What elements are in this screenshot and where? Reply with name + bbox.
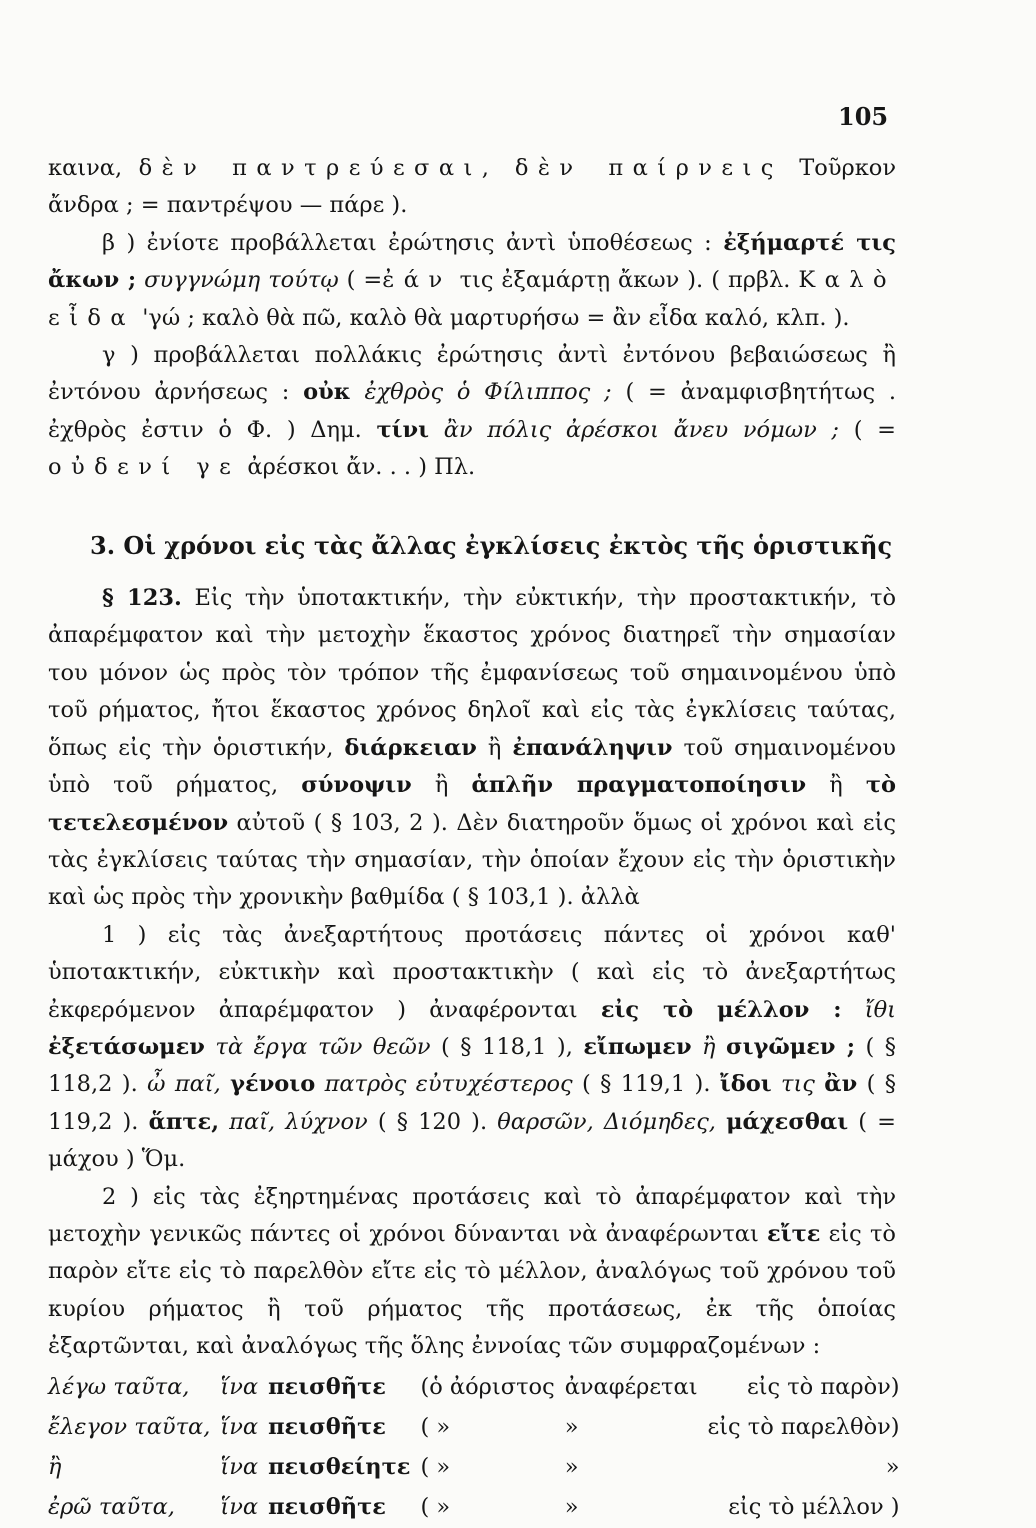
bold-text: εἴτε [767,1220,821,1247]
paragraph-item-1 [48,917,896,1179]
bold-text: εἴπωμεν [583,1033,692,1060]
text-span: τις ἐξαμάρτῃ ἄκων ). ( πρβλ. [459,267,791,294]
text-span: ἀρέσκοι ἄν. . . ) Πλ. [247,454,476,481]
bold-text: εἰς τὸ μέλλον : [600,996,842,1023]
text-span: αὐτοῦ ( § 103, 2 ). Δὲν διατηροῦν ὅμως οἱ χρόνοι καὶ εἰς τὰς ἐγκλίσεις ταύτας τὴν σημασίαν, τὴν ὁποίαν ἔχουν εἰς τὴν ὁριστικὴν καὶ ὡς πρὸς τὴν χρονικὴν βαθμίδα ( § 103,1 ). ἀλλὰ [48,809,896,911]
paragraph-beta [48,225,896,337]
example-note: ( » [420,1413,451,1440]
italic-text: τις [781,1071,815,1098]
example-conjunction-cell [220,1448,268,1488]
text-span: ( = [853,416,897,443]
example-row [48,1368,910,1408]
bold-text: τίνι [376,416,430,443]
example-note-cell [565,1488,708,1528]
example-form-cell [268,1368,420,1408]
italic-text: τὰ ἔργα τῶν θεῶν [215,1033,431,1060]
example-row [48,1488,910,1528]
paragraph-continuation [48,150,896,225]
text-span: = παντρέψου — πάρε ). [140,192,408,219]
bold-text: ἅπτε, [148,1108,220,1135]
text-span: ἢ [487,734,502,761]
spaced-text: οὐδενί γε [48,454,241,481]
text-span: Τοῦρκον ἄνδρα ; [48,155,897,219]
bold-text: οὐκ [303,379,351,406]
text-span: ( § 119,1 ). [581,1071,711,1098]
text-span: καινα, [48,155,123,181]
example-note-cell [708,1448,910,1488]
example-conjunction-cell [220,1408,268,1448]
example-conjunction-cell [220,1488,268,1528]
examples-body [48,1368,910,1528]
paragraph-gamma [48,337,896,487]
italic-text: συγγνώμη τούτῳ [144,267,339,294]
example-note-cell [565,1408,708,1448]
example-note-cell [420,1368,564,1408]
text-span: τοῦ σημαινομένου ὑπὸ τοῦ ρήματος, [48,734,896,799]
example-row [48,1448,910,1488]
example-form: πεισθῆτε [268,1413,386,1440]
text-span: ( = [346,267,383,294]
example-verb-cell [48,1408,220,1448]
bold-text: ἐπανάληψιν [512,734,673,761]
example-form: πεισθῆτε [268,1373,386,1400]
example-form-cell [268,1488,420,1528]
text-span: ( § 119,2 ). [48,1071,896,1135]
example-verb: λέγω [48,1373,107,1400]
paragraph-item-2 [48,1179,896,1366]
text-span: Εἰς τὴν ὑποτακτικήν, τὴν εὐκτικήν, τὴν προστακτικήν, τὸ ἀπαρέμφατον καὶ τὴν μετοχὴν ἕκαστος χρόνος διατηρεῖ τὴν σημασίαν του μόνον ὡς πρὸς τὸν τρόπον τῆς ἐμφανίσεως τοῦ σημαινομένου ὑπὸ τοῦ ρήματος, ἤτοι ἕκαστος χρόνος δηλοῖ καὶ εἰς τὰς ἐγκλίσεις ταύτας, ὅπως εἰς τὴν ὁριστικήν, [48,585,897,761]
bold-text: τὸ τετελεσμένον [48,772,897,836]
bold-text: μάχεσθαι [726,1108,849,1135]
text-span: ( § 118,1 ), [441,1033,573,1060]
example-form-cell [268,1448,420,1488]
example-conjunction-cell [220,1368,268,1408]
example-note-cell [565,1368,708,1408]
text-span: 'γώ ; καλὸ θὰ πῶ, καλὸ θὰ μαρτυρήσω = ἂν εἶδα καλό, κλπ. ). [142,304,850,331]
example-object: ταῦτα, [113,1373,190,1400]
example-note: ( » [420,1453,451,1480]
example-conjunction: ἵνα [220,1373,259,1400]
example-note: » [564,1453,579,1480]
page-body [48,150,900,1528]
example-note-cell [420,1408,564,1448]
spaced-text: Καλὸ εἶδα [48,267,896,331]
text-span: ( § 118,2 ). [48,1033,896,1098]
italic-text: ἐχθρὸς ὁ Φίλιππος ; [364,379,612,406]
page-number: 105 [838,102,889,131]
text-span: γ ) προβάλλεται πολλάκις ἐρώτησις ἀντὶ ἐντόνου βεβαιώσεως ἢ ἐντόνου ἀρνήσεως : [48,342,896,406]
example-note-cell [708,1368,910,1408]
text-span: ἢ [434,772,449,799]
italic-text: ἂν πόλις ἀρέσκοι ἄνευ νόμων ; [443,416,840,443]
text-span: ( = μάχου ) Ὅμ. [48,1108,897,1173]
text-span: ( § 120 ). [377,1108,488,1135]
examples-table [48,1368,910,1528]
example-note-cell [708,1408,910,1448]
text-span: 1 ) εἰς τὰς ἀνεξαρτήτους προτάσεις πάντες οἱ χρόνοι καθ' ὑποτακτικήν, εὐκτικὴν καὶ προστακτικὴν ( καὶ εἰς τὸ ἀνεξαρτήτως ἐκφερόμενον ἀπαρέμφατον ) ἀναφέρονται [48,921,896,1023]
section-number: § 123. [102,585,182,612]
spaced-text: δὲν παίρνεις [514,155,783,181]
italic-text: παῖ, λύχνον [229,1108,368,1135]
example-object: ταῦτα, [134,1413,211,1440]
text-span: β ) ἐνίοτε προβάλλεται ἐρώτησις ἀντὶ ὑποθέσεως : [102,229,712,256]
bold-text: ἁπλῆν πραγματοποίησιν [471,772,807,799]
bold-text: ἴδοι [719,1071,772,1098]
example-note: » [885,1453,900,1480]
italic-text: ὦ παῖ, [147,1071,221,1098]
example-note-cell [420,1488,564,1528]
example-verb: ἐρῶ [48,1493,92,1520]
paragraph-123 [48,580,896,917]
example-form: πεισθείητε [268,1453,411,1480]
example-note-cell [565,1448,708,1488]
section-heading: 3. Οἱ χρόνοι εἰς τὰς ἄλλας ἐγκλίσεις ἐκτὸς τῆς ὁριστικῆς [90,530,893,560]
example-note: » [564,1413,579,1440]
example-form: πεισθῆτε [268,1493,386,1520]
text-span: 2 ) εἰς τὰς ἐξηρτημένας προτάσεις καὶ τὸ ἀπαρέμφατον καὶ τὴν μετοχὴν γενικῶς πάντες οἱ χρόνοι δύνανται νὰ ἀναφέρωνται [48,1183,896,1247]
text-span: ἢ [829,772,843,799]
text-span: ( = ἀναμφισβητήτως . ἐχθρὸς ἐστιν ὁ Φ. ) Δημ. [48,379,897,443]
example-form-cell [268,1408,420,1448]
bold-text: σιγῶμεν ; [726,1033,855,1060]
italic-text: πατρὸς εὐτυχέστερος [324,1071,573,1098]
bold-text: ἐξετάσωμεν [48,1033,205,1060]
example-note: εἰς τὸ παρελθὸν) [707,1413,900,1440]
example-note: εἰς τὸ παρὸν) [746,1373,900,1400]
example-note: » [564,1493,579,1520]
example-verb-cell [48,1448,220,1488]
italic-text: ἢ [702,1033,716,1060]
bold-text: σύνοψιν [301,772,412,799]
example-note: (ὁ ἀόριστος [420,1373,555,1400]
example-conjunction: ἵνα [220,1413,259,1440]
example-note: ἀναφέρεται [564,1373,698,1400]
spaced-text: δὲν παντρεύεσαι, [138,155,499,181]
italic-text: θαρσῶν, Διόμηδες, [497,1108,716,1135]
bold-text: ἂν [824,1071,858,1098]
bold-text: ἐξήμαρτέ τις ἄκων ; [48,229,896,294]
example-verb-cell [48,1488,220,1528]
example-object: ἢ [48,1453,62,1480]
spaced-text: ἐάν [382,267,452,294]
example-row [48,1408,910,1448]
example-verb: ἔλεγον [48,1413,128,1440]
italic-text: ἴθι [864,996,896,1023]
example-object: ταῦτα, [98,1493,175,1520]
bold-text: διάρκειαν [344,734,477,761]
example-note-cell [420,1448,564,1488]
example-verb-cell [48,1368,220,1408]
text-span: εἰς τὸ παρὸν εἴτε εἰς τὸ παρελθὸν εἴτε εἰς τὸ μέλλον, ἀναλόγως τοῦ χρόνου τοῦ κυρίου ρήματος ἢ τοῦ ρήματος τῆς προτάσεως, ἐκ τῆς ὁποίας ἐξαρτῶνται, καὶ ἀναλόγως τῆς ὅλης ἐννοίας τῶν συμφραζομένων : [48,1220,896,1360]
example-note: εἰς τὸ μέλλον ) [728,1493,900,1520]
example-conjunction: ἵνα [220,1453,259,1480]
example-note: ( » [420,1493,451,1520]
example-conjunction: ἵνα [220,1493,259,1520]
bold-text: γένοιο [230,1071,316,1098]
example-note-cell [708,1488,910,1528]
